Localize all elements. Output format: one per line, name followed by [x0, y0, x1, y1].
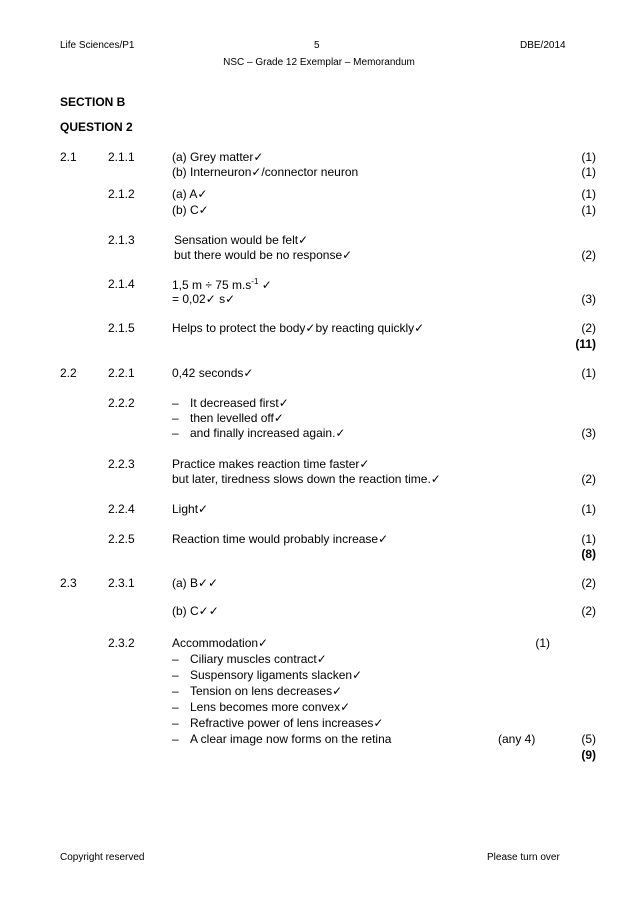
q-2-2-3-mark: (2): [581, 472, 596, 486]
q-2-3-number: 2.3: [60, 576, 77, 590]
q-2-2-2-number: 2.2.2: [108, 396, 135, 410]
dash: –: [172, 668, 179, 682]
q-2-3-1-number: 2.3.1: [108, 576, 135, 590]
q-2-1-4-number: 2.1.4: [108, 277, 135, 291]
q-2-1-3-line2: but there would be no response✓: [174, 248, 353, 262]
item-text: It decreased first✓: [190, 396, 289, 410]
q-2-2-2-mark: (3): [581, 426, 596, 440]
q-2-3-1-a: (a) B✓✓: [172, 576, 219, 590]
q-2-2-3-number: 2.2.3: [108, 457, 135, 471]
footer-left: Copyright reserved: [60, 852, 145, 863]
q-2-3-2-item-1: [172, 652, 327, 666]
page-number: 5: [314, 40, 320, 51]
item-text: then levelled off✓: [190, 411, 284, 425]
section-title: SECTION B: [60, 95, 126, 109]
q-2-1-1-a: (a) Grey matter✓: [172, 150, 264, 164]
q-2-1-5-number: 2.1.5: [108, 321, 135, 335]
q-2-1-1-mark-a: (1): [581, 150, 596, 164]
item-text: Refractive power of lens increases✓: [190, 716, 384, 730]
q-2-3-total: (9): [581, 748, 596, 762]
q-2-2-4-mark: (1): [581, 502, 596, 516]
q-2-1-2-b: (b) C✓: [172, 203, 209, 217]
item-text: A clear image now forms on the retina: [190, 732, 392, 746]
dash: –: [172, 684, 179, 698]
q-2-3-2-item-3: [172, 684, 342, 698]
q-2-1-4-calc: 1,5 m ÷ 75 m.s: [172, 278, 252, 292]
q-2-3-2-line1: Accommodation✓: [172, 636, 269, 650]
q-2-2-2-item-2: [172, 411, 284, 425]
item-text: Lens becomes more convex✓: [190, 700, 351, 714]
q-2-2-3-line1: Practice makes reaction time faster✓: [172, 457, 370, 471]
q-2-3-2-item-6: [172, 732, 391, 746]
q-2-1-1-number: 2.1.1: [108, 150, 135, 164]
footer-right: Please turn over: [487, 852, 560, 863]
q-2-2-2-item-3: [172, 426, 345, 440]
header-subtitle: NSC – Grade 12 Exemplar – Memorandum: [223, 57, 415, 68]
q-2-3-2-item-5: [172, 716, 383, 730]
q-2-3-1-mark-b: (2): [581, 604, 596, 618]
q-2-2-4-line1: Light✓: [172, 502, 209, 516]
q-2-1-4-line1: [172, 277, 272, 292]
q-2-1-3-mark: (2): [581, 248, 596, 262]
q-2-3-1-mark-a: (2): [581, 576, 596, 590]
q-2-1-2-a: (a) A✓: [172, 187, 208, 201]
q-2-2-5-number: 2.2.5: [108, 532, 135, 546]
q-2-2-1-mark: (1): [581, 366, 596, 380]
q-2-2-number: 2.2: [60, 366, 77, 380]
q-2-3-1-b: (b) C✓✓: [172, 604, 219, 618]
q-2-3-2-mark: (5): [581, 732, 596, 746]
q-2-1-4-exponent: -1: [251, 277, 259, 286]
q-2-1-5-mark: (2): [581, 321, 596, 335]
q-2-1-4-mark: (3): [581, 292, 596, 306]
dash: –: [172, 426, 179, 440]
q-2-2-total: (8): [581, 547, 596, 561]
q-2-3-2-line1-mark: (1): [535, 636, 550, 650]
q-2-2-1-line1: 0,42 seconds✓: [172, 366, 254, 380]
q-2-1-5-line1: Helps to protect the body✓by reacting quickly✓: [172, 321, 425, 335]
q-2-2-5-mark: (1): [581, 532, 596, 546]
question-title: QUESTION 2: [60, 120, 133, 134]
q-2-1-total: (11): [575, 337, 596, 351]
dash: –: [172, 732, 179, 746]
q-2-3-2-any: (any 4): [498, 732, 536, 746]
q-2-1-1-mark-b: (1): [581, 165, 596, 179]
q-2-1-2-mark-a: (1): [581, 187, 596, 201]
header-left: Life Sciences/P1: [60, 40, 135, 51]
q-2-1-3-line1: Sensation would be felt✓: [174, 233, 309, 247]
q-2-1-3-number: 2.1.3: [108, 233, 135, 247]
q-2-3-2-item-4: [172, 700, 350, 714]
dash: –: [172, 652, 179, 666]
q-2-2-2-item-1: [172, 396, 289, 410]
dash: –: [172, 411, 179, 425]
item-text: Tension on lens decreases✓: [190, 684, 343, 698]
q-2-1-4-line2: = 0,02✓ s✓: [172, 292, 236, 306]
q-2-1-number: 2.1: [60, 150, 77, 164]
header-right: DBE/2014: [520, 40, 566, 51]
dash: –: [172, 716, 179, 730]
item-text: Ciliary muscles contract✓: [190, 652, 327, 666]
dash: –: [172, 700, 179, 714]
dash: –: [172, 396, 179, 410]
item-text: and finally increased again.✓: [190, 426, 346, 440]
q-2-1-1-b: (b) Interneuron✓/connector neuron: [172, 165, 359, 179]
item-text: Suspensory ligaments slacken✓: [190, 668, 363, 682]
q-2-1-4-tick: ✓: [258, 278, 272, 292]
q-2-2-4-number: 2.2.4: [108, 502, 135, 516]
q-2-3-2-item-2: [172, 668, 362, 682]
q-2-1-2-number: 2.1.2: [108, 187, 135, 201]
q-2-2-3-line2: but later, tiredness slows down the reaction time.✓: [172, 472, 441, 486]
q-2-3-2-number: 2.3.2: [108, 636, 135, 650]
q-2-2-5-line1: Reaction time would probably increase✓: [172, 532, 389, 546]
q-2-2-1-number: 2.2.1: [108, 366, 135, 380]
q-2-1-2-mark-b: (1): [581, 203, 596, 217]
